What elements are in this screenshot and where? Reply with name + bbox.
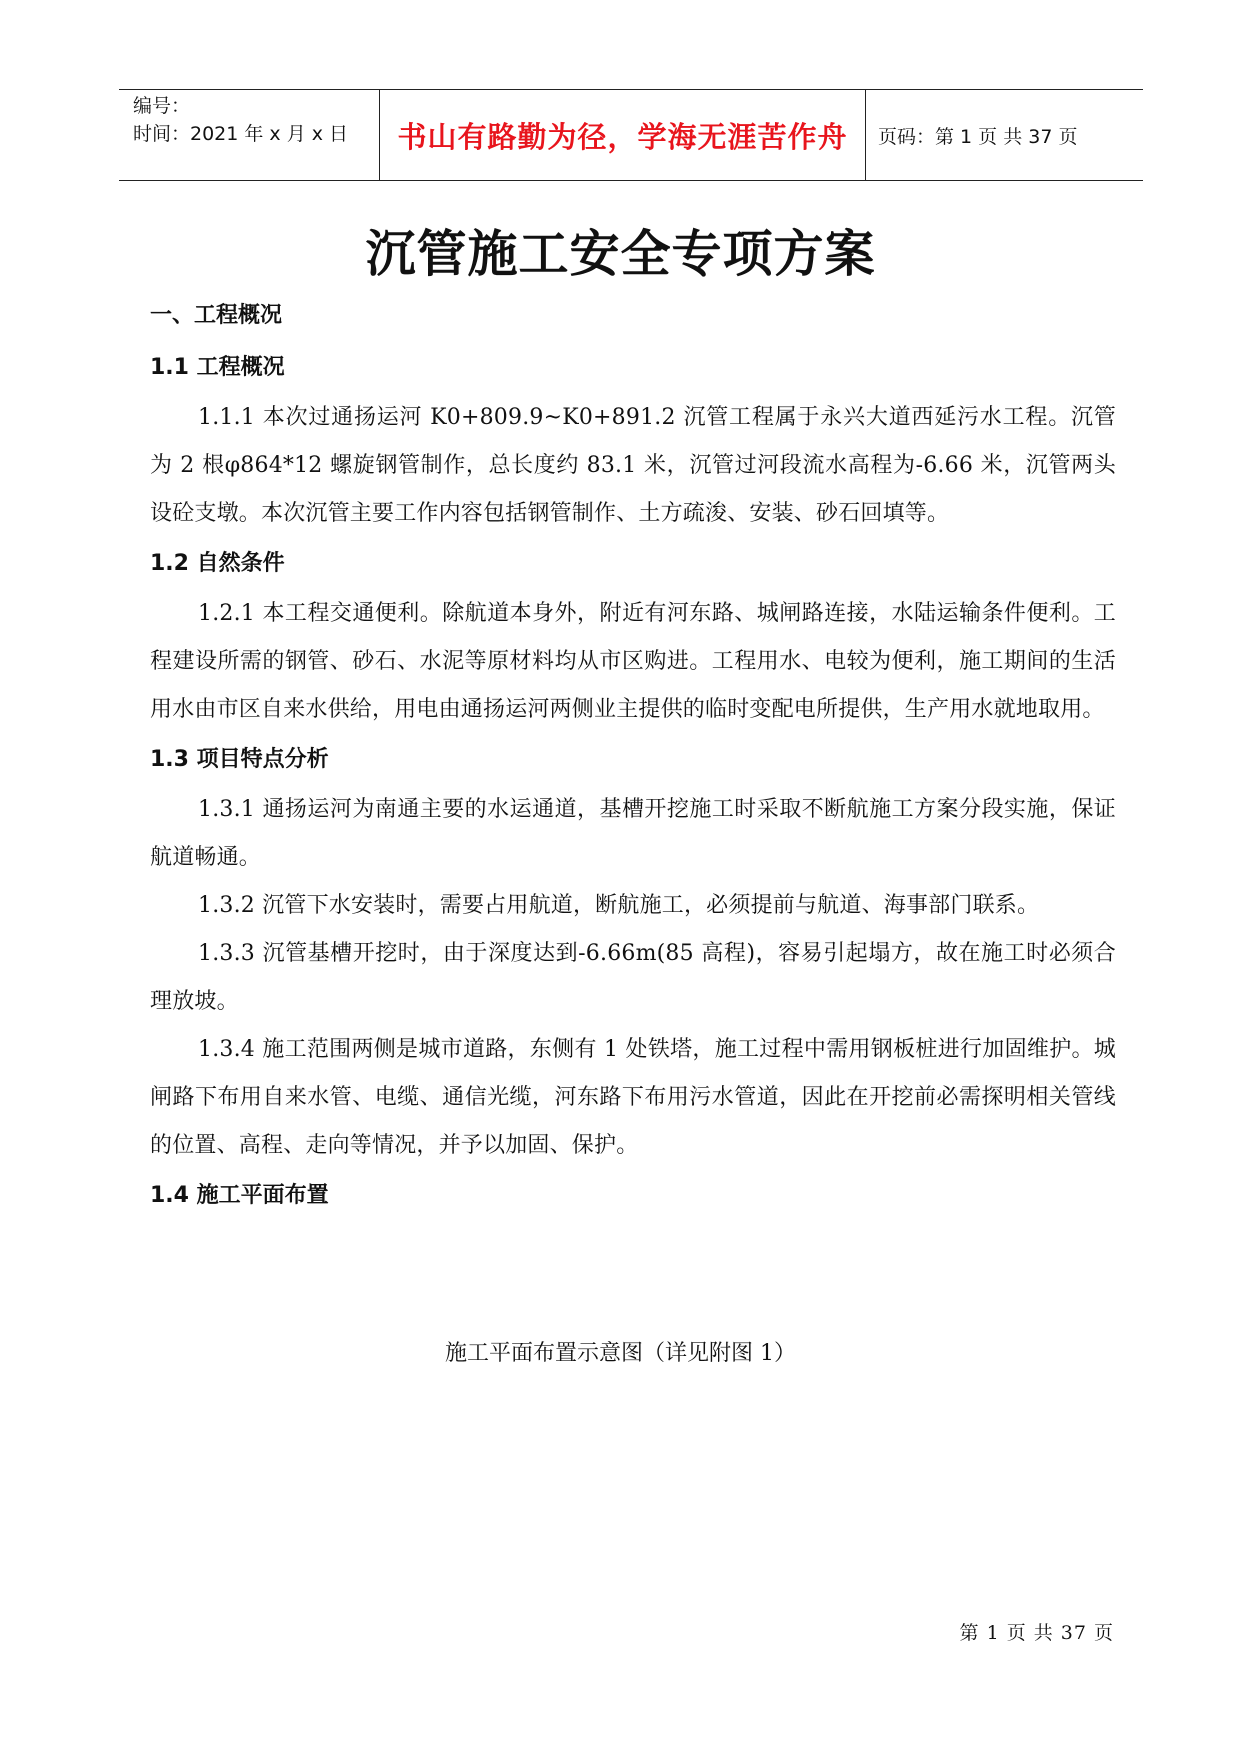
paragraph: 1.3.3 沉管基槽开挖时，由于深度达到-6.66m(85 高程)，容易引起塌方，故在施工时必须合理放坡。 bbox=[150, 941, 1116, 1014]
page-footer: 第 1 页 共 37 页 bbox=[959, 1622, 1114, 1644]
figure-caption: 施工平面布置示意图（详见附图 1） bbox=[445, 1341, 796, 1366]
document-time-label: 时间：2021 年 x 月 x 日 bbox=[133, 123, 349, 145]
paragraph: 1.3.1 通扬运河为南通主要的水运通道，基槽开挖施工时采取不断航施工方案分段实施，保证航道畅通。 bbox=[150, 797, 1116, 870]
section-heading: 1.2 自然条件 bbox=[150, 551, 285, 576]
paragraph: 1.1.1 本次过通扬运河 K0+809.9~K0+891.2 沉管工程属于永兴大道西延污水工程。沉管为 2 根φ864*12 螺旋钢管制作，总长度约 83.1 米，沉管过河段流水高程为-6.66 米，沉管两头设砼支墩。本次沉管主要工作内容包括钢管制作、土方疏浚、安装、砂石回填等。 bbox=[150, 405, 1116, 526]
section-heading: 一、工程概况 bbox=[150, 303, 283, 328]
header-page-info: 页码：第 1 页 共 37 页 bbox=[878, 125, 1078, 148]
paragraph: 1.3.2 沉管下水安装时，需要占用航道，断航施工，必须提前与航道、海事部门联系。 bbox=[198, 893, 1040, 918]
paragraph: 1.2.1 本工程交通便利。除航道本身外，附近有河东路、城闸路连接，水陆运输条件便利。工程建设所需的钢管、砂石、水泥等原材料均从市区购进。工程用水、电较为便利，施工期间的生活用水由市区自来水供给，用电由通扬运河两侧业主提供的临时变配电所提供，生产用水就地取用。 bbox=[150, 601, 1116, 722]
section-heading: 1.1 工程概况 bbox=[150, 355, 285, 380]
section-heading: 1.4 施工平面布置 bbox=[150, 1183, 329, 1208]
paragraph: 1.3.4 施工范围两侧是城市道路，东侧有 1 处铁塔，施工过程中需用钢板桩进行加固维护。城闸路下布用自来水管、电缆、通信光缆，河东路下布用污水管道，因此在开挖前必需探明相关管线的位置、高程、走向等情况，并予以加固、保护。 bbox=[150, 1037, 1116, 1158]
document-number-label: 编号： bbox=[133, 95, 191, 117]
section-heading: 1.3 项目特点分析 bbox=[150, 747, 329, 772]
page-header bbox=[119, 89, 1143, 181]
document-title: 沉管施工安全专项方案 bbox=[365, 224, 876, 283]
header-left-cell bbox=[119, 90, 379, 180]
document-body bbox=[150, 290, 1116, 1222]
header-motto: 书山有路勤为径，学海无涯苦作舟 bbox=[379, 90, 866, 180]
